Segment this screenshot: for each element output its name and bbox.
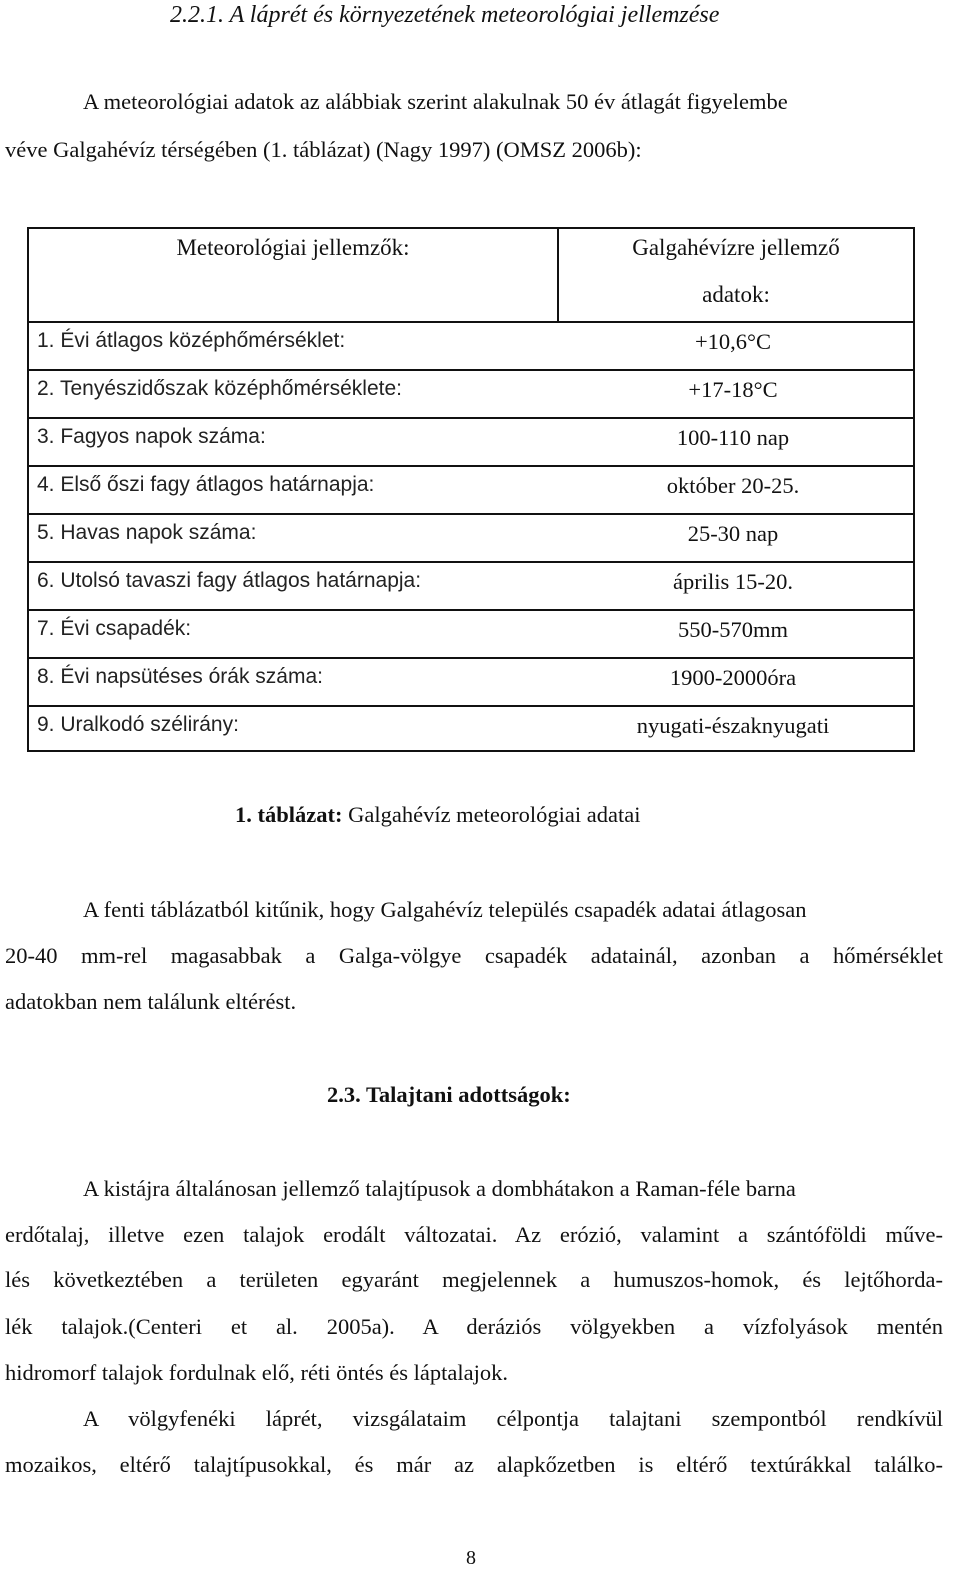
section-title: [327, 1082, 571, 1108]
table-header-rule: [29, 321, 913, 323]
table-header-right-line-1: Galgahévízre jellemző: [632, 235, 840, 260]
table-row-rule: [29, 657, 913, 659]
paragraph-line: 20-40 mm-rel magasabbak a Galga-völgye csapadék adatainál, azonban a hőmérséklet: [5, 943, 943, 968]
table-row-rule: [29, 513, 913, 515]
paragraph-line: lés következtében a területen egyaránt megjelennek a humuszos-homok, és lejtőhorda-: [5, 1267, 943, 1292]
table-row-value: 25-30 nap: [687, 521, 779, 546]
table-row-value: 100-110 nap: [676, 425, 790, 450]
table-row-label: 6. Utolsó tavaszi fagy átlagos határnapja:: [37, 569, 422, 592]
paragraph-line: A kistájra általánosan jellemző talajtípusok a dombhátakon a Raman-féle barna: [83, 1176, 796, 1201]
table-caption-label: 1. táblázat:: [235, 802, 343, 827]
table-row-value: október 20-25.: [666, 473, 800, 498]
table-row-value: 1900-2000óra: [669, 665, 797, 690]
intro-line-1: A meteorológiai adatok az alábbiak szerint alakulnak 50 év átlagát figyelembe: [83, 89, 788, 114]
table-row-rule: [29, 465, 913, 467]
table-row-rule: [29, 705, 913, 707]
table-row-label: 8. Évi napsütéses órák száma:: [37, 665, 323, 688]
table-header-right-line-2: adatok:: [702, 282, 770, 307]
section-heading: 2.2.1. A láprét és környezetének meteorológiai jellemzése: [170, 2, 720, 28]
table-row-label: 1. Évi átlagos középhőmérséklet:: [37, 329, 346, 352]
paragraph-line: hidromorf talajok fordulnak elő, réti öntés és láptalajok.: [5, 1360, 508, 1385]
paragraph-line: erdőtalaj, illetve ezen talajok erodált változatai. Az erózió, valamint a szántóföldi műve-: [5, 1222, 943, 1247]
table-row-rule: [29, 417, 913, 419]
table-row-label: 4. Első őszi fagy átlagos határnapja:: [37, 473, 375, 496]
paragraph-line: adatokban nem találunk eltérést.: [5, 989, 297, 1014]
meteorology-table: [27, 227, 915, 752]
paragraph-line: A fenti táblázatból kitűnik, hogy Galgahévíz település csapadék adatai átlagosan: [83, 897, 807, 922]
table-row-label: 7. Évi csapadék:: [37, 617, 192, 640]
paragraph-line: A völgyfenéki láprét, vizsgálataim célpontja talajtani szempontból rendkívül: [83, 1406, 943, 1431]
table-row-label: 2. Tenyészidőszak középhőmérséklete:: [37, 377, 402, 400]
table-row-value: +10,6°C: [694, 329, 772, 354]
table-row-rule: [29, 609, 913, 611]
table-row-label: 9. Uralkodó szélirány:: [37, 713, 239, 736]
table-row-value: nyugati-északnyugati: [636, 713, 830, 738]
table-row-value: április 15-20.: [673, 569, 793, 594]
table-row-rule: [29, 561, 913, 563]
intro-line-2: véve Galgahévíz térségében (1. táblázat) (Nagy 1997) (OMSZ 2006b):: [5, 137, 642, 162]
paragraph-line: mozaikos, eltérő talajtípusokkal, és már az alapkőzetben is eltérő textúrákkal találko-: [5, 1452, 943, 1477]
section-title-text: Talajtani adottságok:: [365, 1082, 571, 1107]
section-number: 2.3.: [327, 1082, 366, 1107]
page-number: 8: [466, 1547, 476, 1569]
paragraph-line: lék talajok.(Centeri et al. 2005a). A deráziós völgyekben a vízfolyások mentén: [5, 1314, 943, 1339]
table-row-label: 3. Fagyos napok száma:: [37, 425, 266, 448]
table-row-value: 550-570mm: [678, 617, 788, 642]
table-row-label: 5. Havas napok száma:: [37, 521, 257, 544]
table-row-value: +17-18°C: [688, 377, 778, 402]
table-header-left: Meteorológiai jellemzők:: [176, 235, 410, 260]
table-row-rule: [29, 369, 913, 371]
table-caption: [235, 802, 640, 828]
table-caption-text: Galgahévíz meteorológiai adatai: [342, 802, 641, 827]
